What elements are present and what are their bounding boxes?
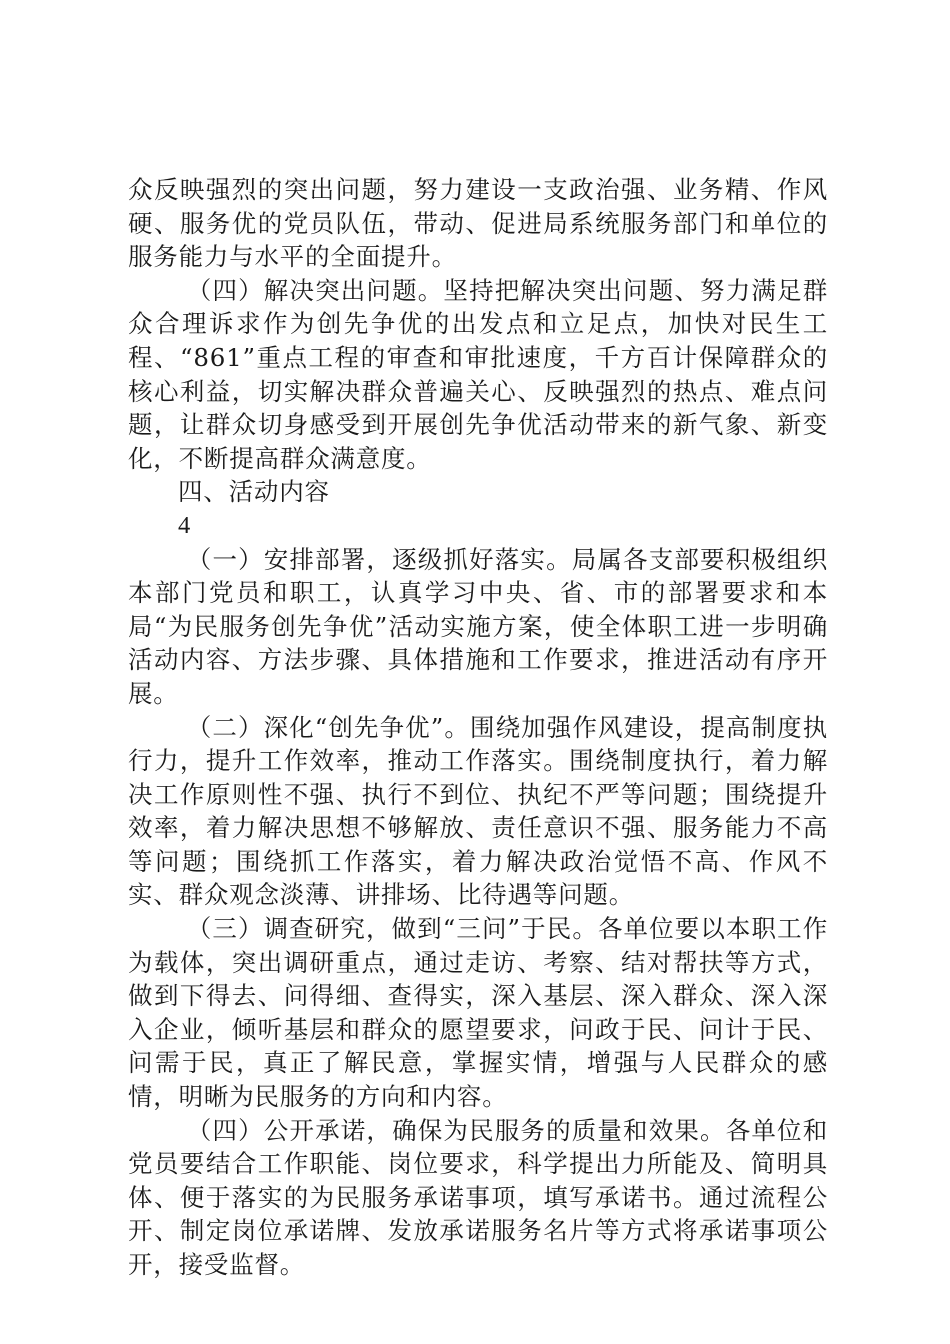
paragraph-public-commitment: （四）公开承诺，确保为民服务的质量和效果。各单位和党员要结合工作职能、岗位要求，科学提出力所能及、简明具体、便于落实的为民服务承诺事项，填写承诺书。通过流程公开、制定岗位承诺牌、发放承诺服务名片等方式将承诺事项公开，接受监督。 <box>128 1115 828 1279</box>
paragraph-arrangement: （一）安排部署，逐级抓好落实。局属各支部要积极组织本部门党员和职工，认真学习中央、省、市的部署要求和本局“为民服务创先争优”活动实施方案，使全体职工进一步明确活动内容、方法步骤、具体措施和工作要求，推进活动有序开展。 <box>128 544 828 708</box>
page-number: 4 <box>178 511 192 539</box>
paragraph-investigation: （三）调查研究，做到“三问”于民。各单位要以本职工作为载体，突出调研重点，通过走访、考察、结对帮扶等方式，做到下得去、问得细、查得实，深入基层、深入群众、深入深入企业，倾听基层和群众的愿望要求，问政于民、问计于民、问需于民，真正了解民意，掌握实情，增强与人民群众的感情，明晰为民服务的方向和内容。 <box>128 914 828 1112</box>
paragraph-deepen: （二）深化“创先争优”。围绕加强作风建设，提高制度执行力，提升工作效率，推动工作落实。围绕制度执行，着力解决工作原则性不强、执行不到位、执纪不严等问题；围绕提升效率，着力解决思想不够解放、责任意识不强、服务能力不高等问题；围绕抓工作落实，着力解决政治觉悟不高、作风不实、群众观念淡薄、讲排场、比待遇等问题。 <box>128 712 828 910</box>
paragraph-continuation: 众反映强烈的突出问题，努力建设一支政治强、业务精、作风硬、服务优的党员队伍，带动、促进局系统服务部门和单位的服务能力与水平的全面提升。 <box>128 175 828 272</box>
paragraph-resolve-problems: （四）解决突出问题。坚持把解决突出问题、努力满足群众合理诉求作为创先争优的出发点和立足点，加快对民生工程、“861”重点工程的审查和审批速度，千方百计保障群众的核心利益，切实解决群众普遍关心、反映强烈的热点、难点问题，让群众切身感受到开展创先争优活动带来的新气象、新变化，不断提高群众满意度。 <box>128 275 828 473</box>
section-heading-activity-content: 四、活动内容 <box>178 477 330 507</box>
document-page <box>128 173 828 1282</box>
